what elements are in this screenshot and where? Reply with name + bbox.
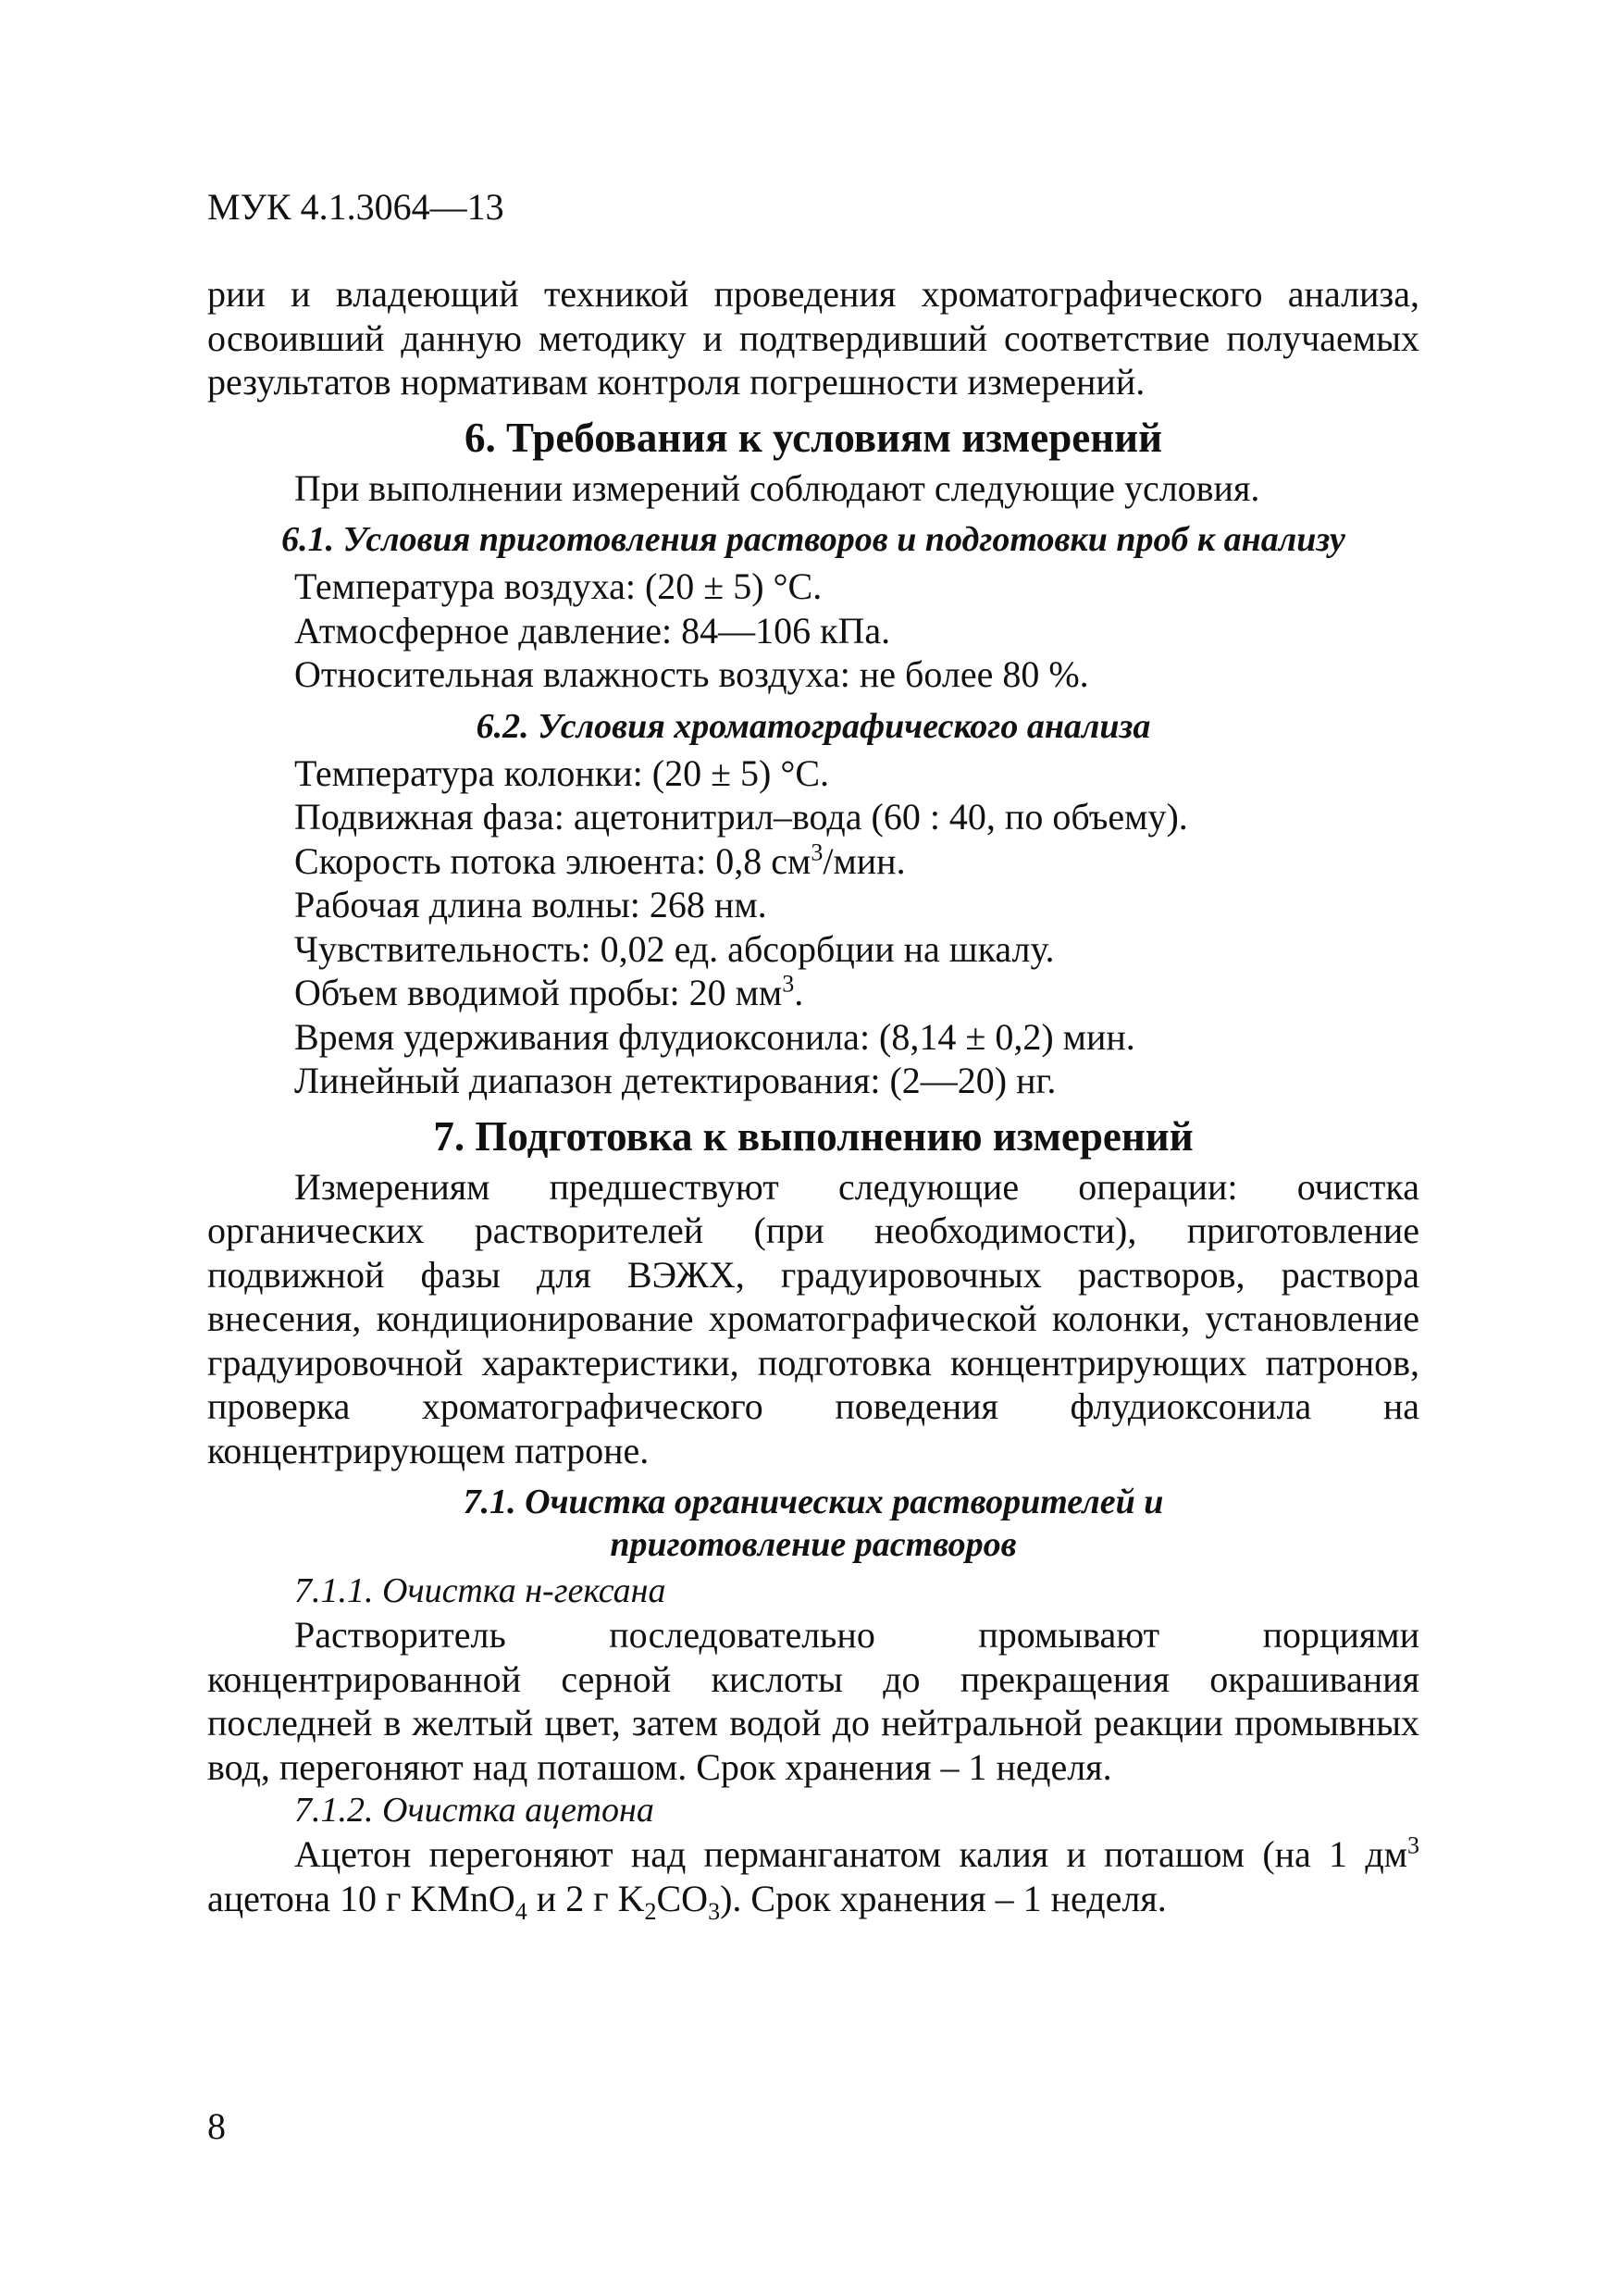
- acetone-text-e: ). Срок хранения – 1 неделя.: [720, 1877, 1167, 1919]
- air-temperature: Температура воздуха: (20 ± 5) °С.: [294, 565, 823, 607]
- running-header: МУК 4.1.3064—13: [207, 186, 504, 228]
- linear-range: Линейный диапазон детектирования: (2—20) нг.: [294, 1060, 1057, 1101]
- volume-superscript: 3: [782, 970, 795, 998]
- working-wavelength: Рабочая длина волны: 268 нм.: [294, 884, 767, 925]
- subsection-7-1-heading-line-2: приготовление растворов: [610, 1525, 1017, 1564]
- sensitivity: Чувствительность: 0,02 ед. абсорбции на шкалу.: [294, 927, 1055, 970]
- subsection-6-2-heading: 6.2. Условия хроматографического анализа: [476, 706, 1151, 746]
- acetone-text-c: и 2 г K: [527, 1877, 645, 1919]
- section-6-heading: 6. Требования к условиям измерений: [465, 414, 1162, 461]
- acetone-sup-a: 3: [1407, 1831, 1419, 1859]
- item-7-1-1-text: Растворитель последовательно промывают порциями концентрированной серной кислоты до прекращения окрашивания последней в желтый цвет, затем водой до нейтральной реакции промывных вод, перегоняют над поташом. Срок хранения – 1 неделя.: [207, 1614, 1419, 1788]
- acetone-sub-d: 3: [708, 1897, 721, 1925]
- acetone-text-b: ацетона 10 г KMnO: [207, 1877, 515, 1919]
- flow-rate-text: Скорость потока элюента: 0,8 см: [294, 839, 812, 882]
- acetone-text-d: CO: [656, 1877, 709, 1919]
- conditions-list-6-1: [207, 565, 1419, 697]
- intro-paragraph: рии и владеющий техникой проведения хроматографического анализа, освоивший данную методику и подтвердивший соответствие получаемых результатов нормативам контроля погрешности измерений.: [207, 273, 1419, 403]
- section-6-lead: При выполнении измерений соблюдают следующие условия.: [294, 466, 1260, 509]
- column-temperature: Температура колонки: (20 ± 5) °С.: [294, 751, 830, 794]
- conditions-list-6-2: [207, 751, 1419, 1103]
- subsection-6-1-heading: 6.1. Условия приготовления растворов и подготовки проб к анализу: [281, 520, 1345, 559]
- injected-volume: [207, 971, 1419, 1015]
- page-number: 8: [207, 2105, 226, 2147]
- retention-time: Время удерживания флудиоксонила: (8,14 ± 0,2) мин.: [294, 1015, 1135, 1058]
- relative-humidity: Относительная влажность воздуха: не более 80 %.: [294, 653, 1089, 695]
- subsection-7-1-heading: [207, 1472, 1419, 1570]
- volume-text: Объем вводимой пробы: 20 мм: [294, 972, 783, 1013]
- section-7-paragraph: Измерениям предшествуют следующие операции: очистка органических растворителей (при необходимости), приготовление подвижной фазы для ВЭЖХ, градуировочных растворов, раствора внесения, кондиционирование хроматографической колонки, установление градуировочной характеристики, подготовка концентрирующих патронов, проверка хроматографического поведения флудиоксонила на концентрирующем патроне.: [207, 1165, 1419, 1471]
- flow-rate-superscript: 3: [811, 838, 824, 866]
- flow-rate-unit: /мин.: [823, 839, 906, 882]
- subsection-7-1-heading-line-1: 7.1. Очистка органических растворителей и: [463, 1483, 1164, 1521]
- volume-end: .: [794, 972, 804, 1013]
- acetone-sub-b: 4: [514, 1897, 527, 1925]
- section-7-heading: 7. Подготовка к выполнению измерений: [433, 1112, 1194, 1160]
- atmospheric-pressure: Атмосферное давление: 84—106 кПа.: [294, 609, 891, 652]
- item-7-1-2-text: [207, 1831, 1419, 1925]
- acetone-text-a: Ацетон перегоняют над перманганатом калия и поташом (на 1 дм: [294, 1833, 1407, 1875]
- page-body: [207, 272, 1419, 1925]
- acetone-sub-c: 2: [644, 1897, 657, 1925]
- item-7-1-1-heading: 7.1.1. Очистка н-гексана: [294, 1571, 666, 1610]
- mobile-phase: Подвижная фаза: ацетонитрил–вода (60 : 40, по объему).: [294, 796, 1188, 838]
- item-7-1-2-heading: 7.1.2. Очистка ацетона: [294, 1791, 654, 1830]
- eluent-flow-rate: [207, 839, 1419, 884]
